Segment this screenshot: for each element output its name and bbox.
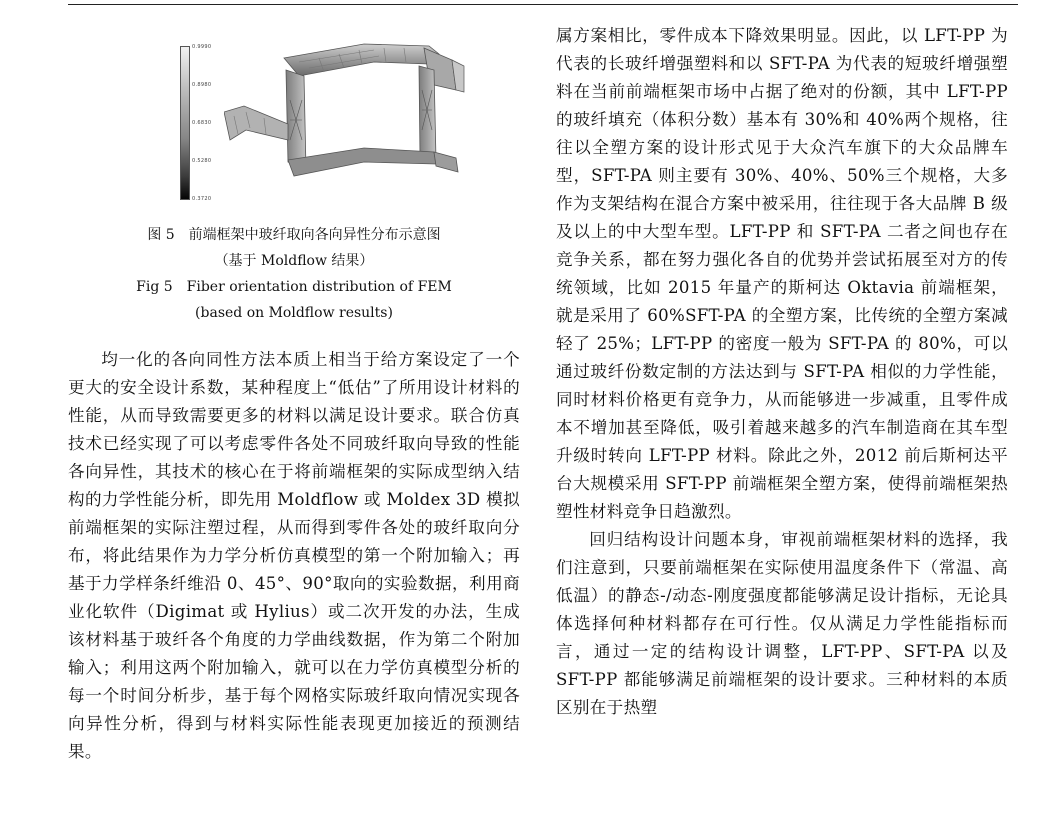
front-end-frame-model (224, 40, 469, 212)
figure-5 (124, 40, 469, 212)
colorbar-label: 0.6830 (192, 120, 212, 126)
figure-caption-cn-sub: （基于 Moldflow 结果） (214, 253, 374, 269)
figure-title-en: Fiber orientation distribution of FEM (186, 279, 452, 295)
colorbar (180, 46, 190, 200)
colorbar-label: 0.3720 (192, 196, 212, 202)
left-column (68, 0, 520, 816)
right-column (556, 22, 1008, 722)
figure-number-cn: 图 5 (147, 227, 175, 243)
paragraph: 均一化的各向同性方法本质上相当于给方案设定了一个更大的安全设计系数，某种程度上“低估”了所用设计材料的性能，从而导致需要更多的材料以满足设计要求。联合仿真技术已经实现了可以考虑零件各处不同玻纤取向导致的性能各向异性，其技术的核心在于将前端框架的实际成型纳入结构的力学性能分析，即先用 Moldflow 或 Moldex 3D 模拟前端框架的实际注塑过程，从而得到零件各处的玻纤取向分布，将此结果作为力学分析仿真模型的第一个附加输入；再基于力学样条纤维沿 0、45°、90°取向的实验数据，利用商业化软件（Digimat 或 Hylius）或二次开发的办法，生成该材料基于玻纤各个角度的力学曲线数据，作为第二个附加输入；利用这两个附加输入，就可以在力学仿真模型分析的每一个时间分析步，基于每个网格实际玻纤取向情况实现各向异性分析，得到与材料实际性能表现更加接近的预测结果。 (68, 350, 520, 761)
figure-caption-en-sub: (based on Moldflow results) (195, 305, 393, 321)
colorbar-label: 0.5280 (192, 158, 212, 164)
colorbar-label: 0.8980 (192, 82, 212, 88)
right-body-text (556, 22, 1008, 722)
figure-title-cn: 前端框架中玻纤取向各向异性分布示意图 (188, 227, 441, 243)
figure-number-en: Fig 5 (136, 279, 173, 295)
colorbar-label: 0.9990 (192, 44, 212, 50)
paragraph: 属方案相比，零件成本下降效果明显。因此，以 LFT-PP 为代表的长玻纤增强塑料和以 SFT-PA 为代表的短玻纤增强塑料在当前前端框架市场中占据了绝对的份额，其中 LFT-PP 的玻纤填充（体积分数）基本有 30%和 40%两个规格，往往以全塑方案的设计形式见于大众汽车旗下的大众品牌车型，SFT-PA 则主要有 30%、40%、50%三个规格，大多作为支架结构在混合方案中被采用，往往现于各大品牌 B 级及以上的中大型车型。LFT-PP 和 SFT-PA 二者之间也存在竞争关系，都在努力强化各自的优势并尝试拓展至对方的传统领域，比如 2015 年量产的斯柯达 Oktavia 前端框架，就是采用了 60%SFT-PA 的全塑方案，比传统的全塑方案减轻了 25%；LFT-PP 的密度一般为 SFT-PA 的 80%，可以通过玻纤份数定制的方法达到与 SFT-PA 相似的力学性能，同时材料价格更有竞争力，从而能够进一步减重，且零件成本不增加甚至降低，吸引着越来越多的汽车制造商在其车型升级时转向 LFT-PP 材料。除此之外，2012 前后斯柯达平台大规模采用 SFT-PP 前端框架全塑方案，使得前端框架热塑性材料竞争日趋激烈。 (556, 26, 1008, 521)
figure-caption-cn (68, 222, 520, 248)
left-body-text (68, 346, 520, 766)
paragraph: 回归结构设计问题本身，审视前端框架材料的选择，我们注意到，只要前端框架在实际使用温度条件下（常温、高低温）的静态-/动态-刚度强度都能够满足设计指标，无论具体选择何种材料都存在可行性。仅从满足力学性能指标而言，通过一定的结构设计调整，LFT-PP、SFT-PA 以及 SFT-PP 都能够满足前端框架的设计要求。三种材料的本质区别在于热塑 (556, 530, 1008, 717)
figure-caption-en (68, 274, 520, 300)
